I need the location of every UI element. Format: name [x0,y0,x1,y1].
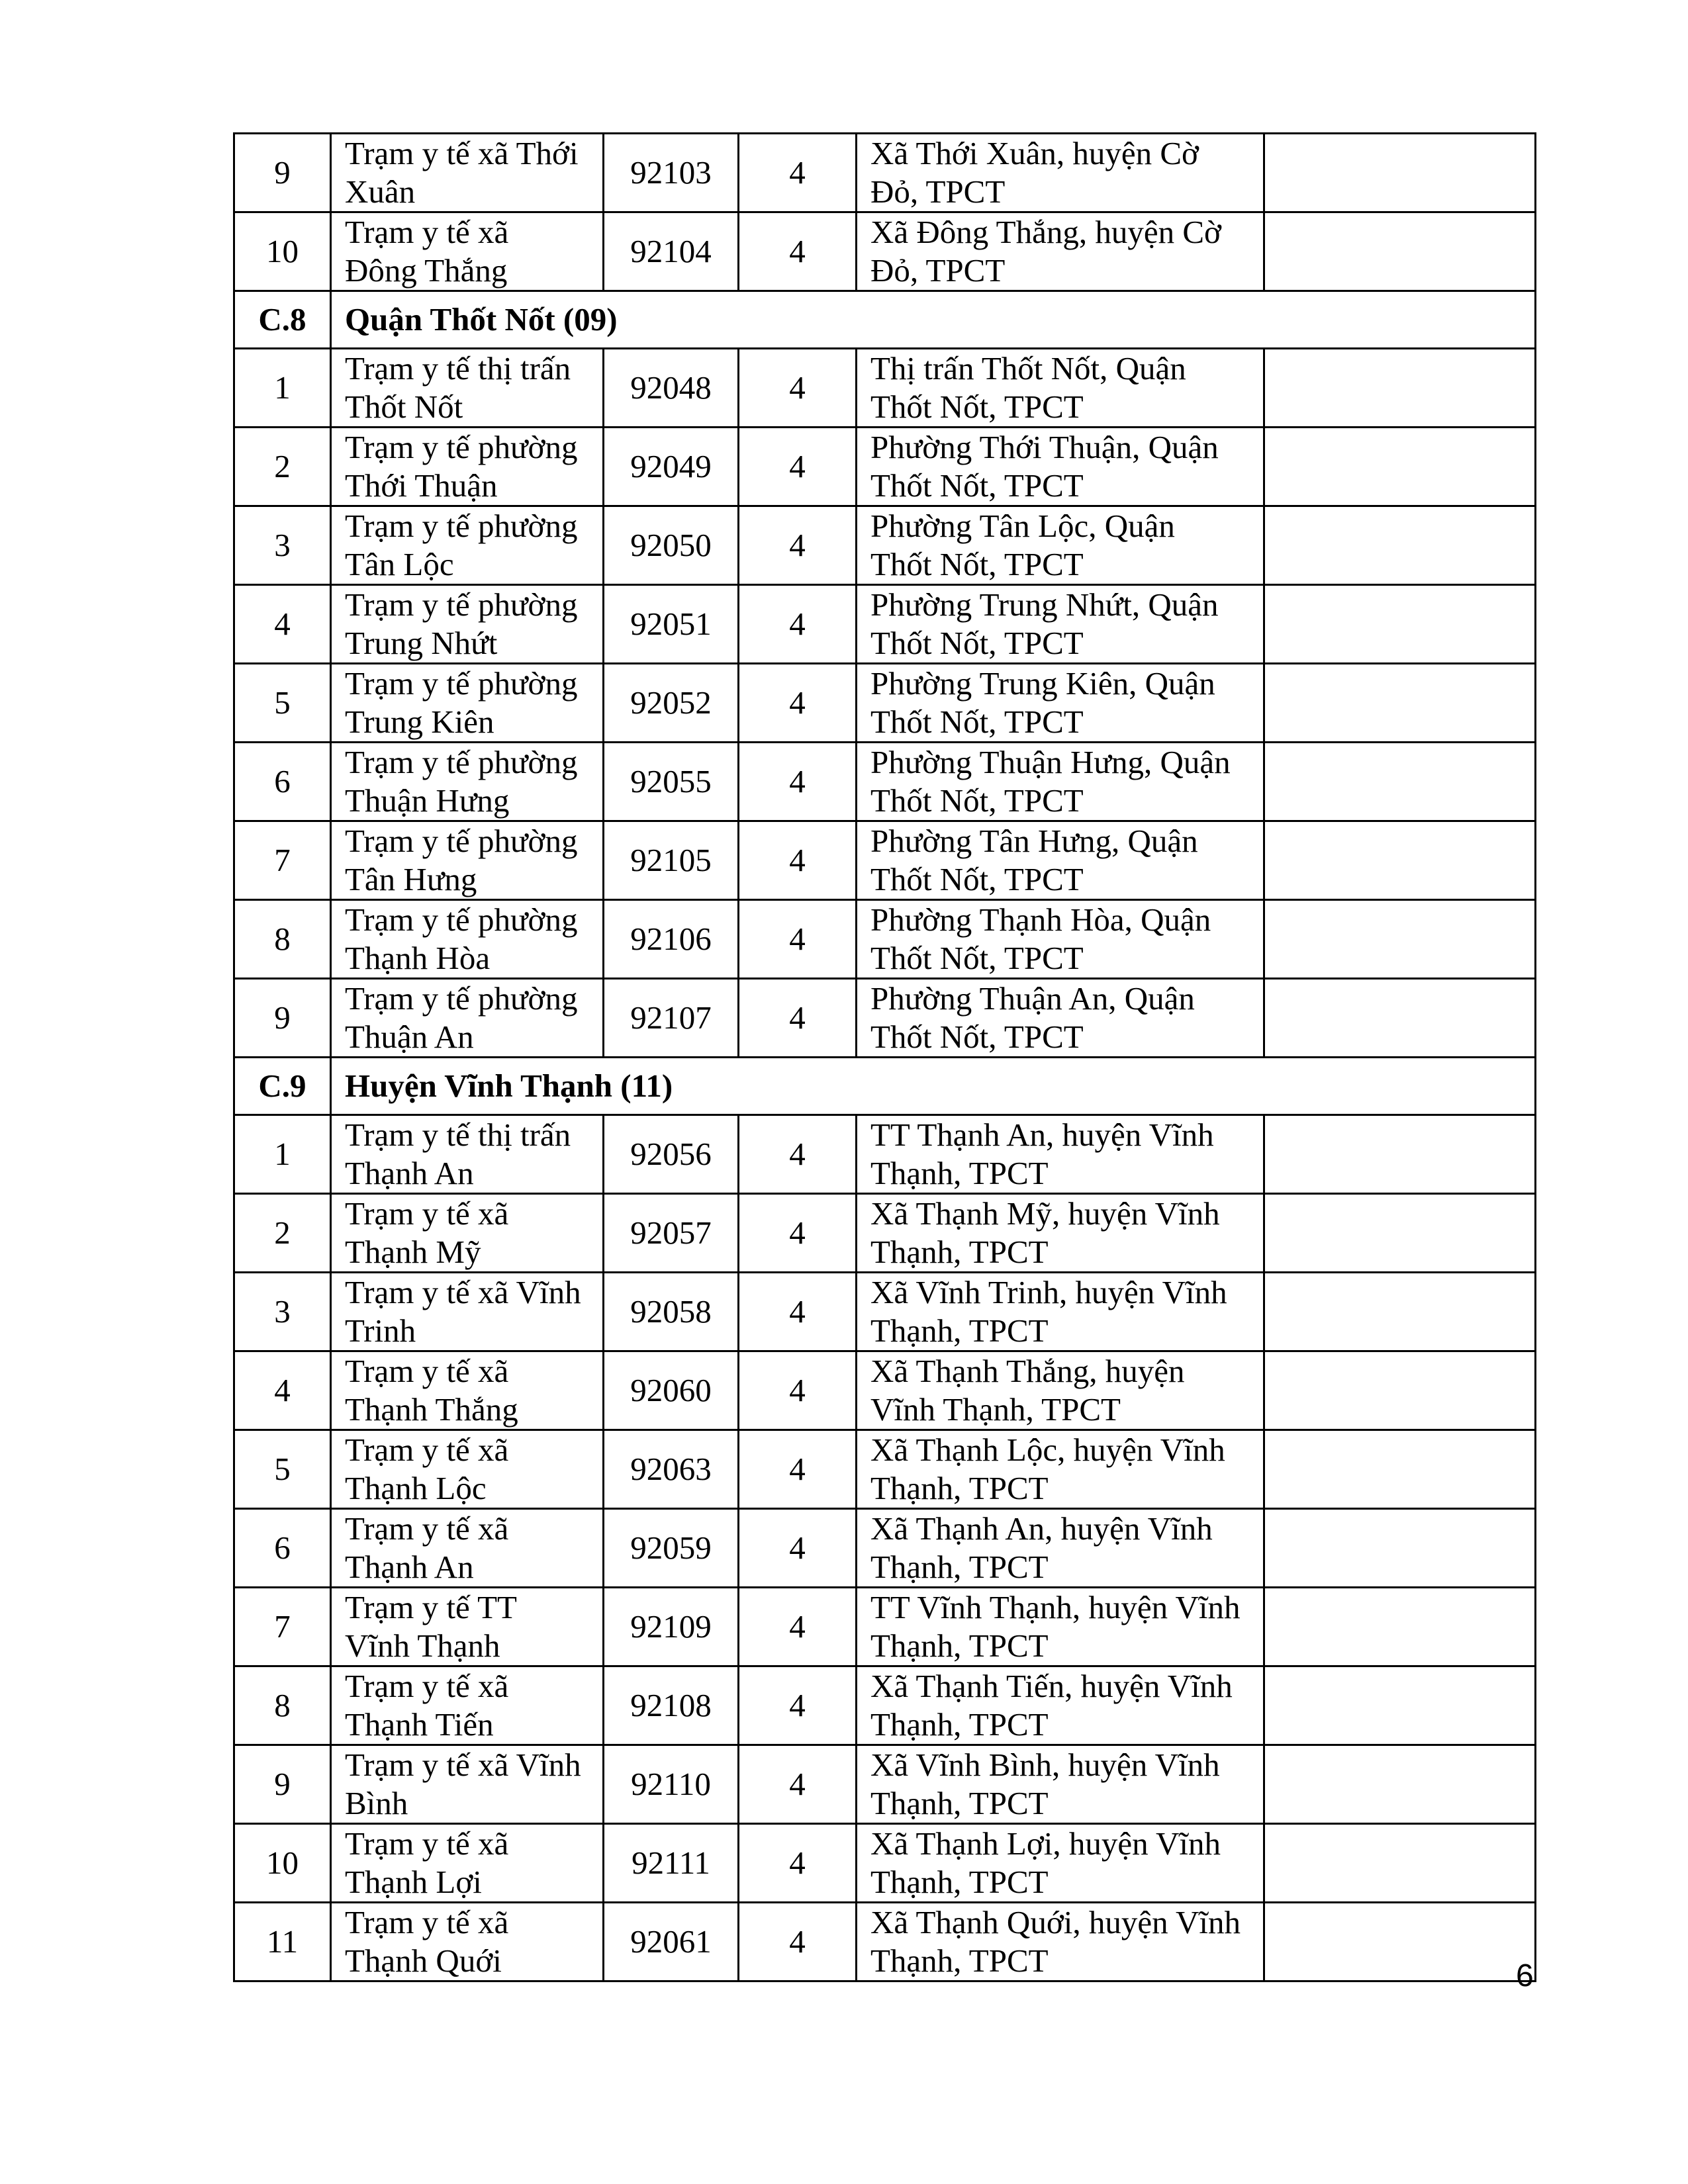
facility-address-line: TT Thạnh An, huyện Vĩnh [870,1116,1214,1153]
facility-note [1264,1903,1536,1981]
facility-address [857,821,1264,900]
facility-name-line: Trạm y tế xã [345,1904,509,1940]
facility-note [1264,979,1536,1058]
row-number: 5 [234,1430,331,1509]
facility-address-line: Thốt Nốt, TPCT [870,1019,1084,1055]
facility-name-line: Trạm y tế xã [345,1432,509,1468]
row-number: 11 [234,1903,331,1981]
page-number: 6 [1516,1958,1534,1993]
row-number: 1 [234,349,331,428]
facility-code: 92061 [604,1903,739,1981]
facility-code: 92063 [604,1430,739,1509]
facility-code: 92106 [604,900,739,979]
facility-note [1264,1588,1536,1666]
facility-address-line: Thạnh, TPCT [870,1312,1049,1349]
facility-name-line: Trạm y tế phường [345,508,578,544]
facility-name-line: Thuận Hưng [345,782,510,819]
facility-note [1264,664,1536,743]
facility-note [1264,1666,1536,1745]
facility-note [1264,1115,1536,1194]
row-number: 2 [234,428,331,506]
facility-name [331,506,604,585]
facility-address [857,212,1264,291]
facility-address-line: Xã Vĩnh Bình, huyện Vĩnh [870,1747,1220,1783]
facility-name-line: Trạm y tế phường [345,665,578,702]
facility-address [857,1194,1264,1273]
facility-level: 4 [739,1273,857,1351]
section-id: C.8 [234,291,331,349]
table-row [234,979,1536,1058]
facility-name [331,1666,604,1745]
facility-name [331,1115,604,1194]
facility-name [331,1824,604,1903]
facility-name-line: Thạnh Thắng [345,1391,518,1428]
facility-level: 4 [739,1745,857,1824]
row-number: 9 [234,134,331,212]
facility-address-line: Xã Thạnh Tiến, huyện Vĩnh [870,1668,1233,1704]
facility-address [857,1509,1264,1588]
facility-level: 4 [739,212,857,291]
facility-address-line: Thạnh, TPCT [870,1627,1049,1664]
facility-name-line: Trạm y tế xã [345,1195,509,1232]
table-body [234,134,1536,1981]
row-number: 10 [234,1824,331,1903]
facility-name [331,134,604,212]
facility-address-line: Thốt Nốt, TPCT [870,782,1084,819]
table-row [234,1745,1536,1824]
facility-level: 4 [739,506,857,585]
facility-name [331,1430,604,1509]
table-row [234,1430,1536,1509]
facility-address [857,506,1264,585]
facility-address-line: Đỏ, TPCT [870,173,1006,210]
facility-level: 4 [739,585,857,664]
facility-name-line: Trạm y tế thị trấn [345,350,571,387]
facility-address [857,979,1264,1058]
facility-address-line: Phường Thuận An, Quận [870,980,1195,1017]
section-row [234,1058,1536,1115]
section-id: C.9 [234,1058,331,1115]
row-number: 1 [234,1115,331,1194]
facility-address [857,1351,1264,1430]
facility-note [1264,1194,1536,1273]
facility-address [857,900,1264,979]
facility-name-line: Vĩnh Thạnh [345,1627,500,1664]
facility-note [1264,1745,1536,1824]
facility-name-line: Trạm y tế xã [345,214,509,250]
facility-note [1264,1430,1536,1509]
facility-address-line: Vĩnh Thạnh, TPCT [870,1391,1121,1428]
table-row [234,664,1536,743]
facility-name [331,1588,604,1666]
facility-address-line: Phường Trung Nhứt, Quận [870,586,1219,623]
facility-address-line: Thạnh, TPCT [870,1864,1049,1900]
facility-level: 4 [739,1666,857,1745]
facility-address [857,134,1264,212]
table-row [234,428,1536,506]
facility-address [857,1745,1264,1824]
facility-name-line: Trung Kiên [345,704,494,740]
facility-note [1264,212,1536,291]
row-number: 8 [234,1666,331,1745]
table-row [234,1115,1536,1194]
facility-address-line: Thạnh, TPCT [870,1549,1049,1585]
table-row [234,900,1536,979]
facility-code: 92057 [604,1194,739,1273]
facility-address-line: Thạnh, TPCT [870,1234,1049,1270]
facility-name [331,743,604,821]
facility-name-line: Thới Thuận [345,467,498,504]
facility-address-line: Xã Thới Xuân, huyện Cờ [870,135,1199,171]
facility-address-line: Thốt Nốt, TPCT [870,861,1084,897]
facility-level: 4 [739,664,857,743]
facility-address [857,743,1264,821]
table-row [234,1194,1536,1273]
facility-address-line: Xã Vĩnh Trinh, huyện Vĩnh [870,1274,1227,1310]
facility-name-line: Đông Thắng [345,252,508,289]
row-number: 8 [234,900,331,979]
facility-code: 92109 [604,1588,739,1666]
facility-address-line: Thạnh, TPCT [870,1942,1049,1979]
facility-address [857,428,1264,506]
facility-address-line: Thốt Nốt, TPCT [870,704,1084,740]
facility-code: 92111 [604,1824,739,1903]
facility-address-line: Xã Thạnh An, huyện Vĩnh [870,1510,1213,1547]
facility-note [1264,585,1536,664]
facility-address-line: TT Vĩnh Thạnh, huyện Vĩnh [870,1589,1241,1625]
facility-address [857,349,1264,428]
facility-name [331,1351,604,1430]
table-row [234,212,1536,291]
facility-code: 92052 [604,664,739,743]
facility-name-line: Tân Hưng [345,861,477,897]
row-number: 6 [234,1509,331,1588]
facility-name-line: Tân Lộc [345,546,454,582]
row-number: 2 [234,1194,331,1273]
table-row [234,1824,1536,1903]
facility-address-line: Đỏ, TPCT [870,252,1006,289]
facility-level: 4 [739,979,857,1058]
section-title: Huyện Vĩnh Thạnh (11) [331,1058,1536,1115]
facility-address-line: Xã Thạnh Mỹ, huyện Vĩnh [870,1195,1220,1232]
facility-level: 4 [739,1903,857,1981]
row-number: 7 [234,1588,331,1666]
facility-table [233,132,1536,1982]
facility-level: 4 [739,349,857,428]
facility-code: 92105 [604,821,739,900]
facility-code: 92059 [604,1509,739,1588]
facility-name-line: Trạm y tế phường [345,744,578,780]
facility-name-line: Thạnh Lộc [345,1470,487,1506]
facility-level: 4 [739,1588,857,1666]
facility-code: 92048 [604,349,739,428]
row-number: 3 [234,506,331,585]
facility-name [331,979,604,1058]
facility-name-line: Trạm y tế xã [345,1668,509,1704]
facility-name [331,664,604,743]
table-row [234,1588,1536,1666]
facility-name-line: Trạm y tế phường [345,980,578,1017]
facility-name-line: Bình [345,1785,408,1821]
facility-note [1264,821,1536,900]
facility-name-line: Thạnh Quới [345,1942,502,1979]
facility-code: 92104 [604,212,739,291]
facility-address-line: Xã Thạnh Lộc, huyện Vĩnh [870,1432,1225,1468]
facility-note [1264,900,1536,979]
facility-name-line: Thạnh Mỹ [345,1234,481,1270]
row-number: 10 [234,212,331,291]
facility-address-line: Xã Thạnh Lợi, huyện Vĩnh [870,1825,1221,1862]
facility-address-line: Thị trấn Thốt Nốt, Quận [870,350,1186,387]
row-number: 9 [234,979,331,1058]
facility-name [331,1273,604,1351]
facility-name-line: Thốt Nốt [345,388,463,425]
facility-address-line: Phường Thuận Hưng, Quận [870,744,1231,780]
facility-level: 4 [739,900,857,979]
facility-level: 4 [739,134,857,212]
facility-name-line: Trạm y tế phường [345,429,578,465]
row-number: 3 [234,1273,331,1351]
facility-name [331,212,604,291]
facility-name-line: Trạm y tế xã Thới [345,135,579,171]
facility-level: 4 [739,1509,857,1588]
table-row [234,1351,1536,1430]
facility-note [1264,1351,1536,1430]
facility-note [1264,743,1536,821]
facility-address-line: Phường Tân Lộc, Quận [870,508,1175,544]
table-row [234,134,1536,212]
facility-name [331,428,604,506]
section-title: Quận Thốt Nốt (09) [331,291,1536,349]
facility-name-line: Thạnh An [345,1155,474,1191]
facility-name-line: Trạm y tế TT [345,1589,517,1625]
section-row [234,291,1536,349]
facility-note [1264,134,1536,212]
row-number: 4 [234,585,331,664]
table-row [234,585,1536,664]
facility-code: 92110 [604,1745,739,1824]
facility-name-line: Trạm y tế thị trấn [345,1116,571,1153]
row-number: 4 [234,1351,331,1430]
facility-name-line: Thạnh Hòa [345,940,491,976]
table-row [234,506,1536,585]
facility-address-line: Thạnh, TPCT [870,1706,1049,1743]
facility-name-line: Trạm y tế xã [345,1353,509,1389]
facility-level: 4 [739,1115,857,1194]
facility-name [331,1194,604,1273]
table-row [234,1273,1536,1351]
table-row [234,349,1536,428]
facility-note [1264,1509,1536,1588]
facility-address-line: Thạnh, TPCT [870,1155,1049,1191]
facility-code: 92058 [604,1273,739,1351]
facility-address [857,1824,1264,1903]
facility-name-line: Trạm y tế xã [345,1825,509,1862]
table-row [234,743,1536,821]
facility-level: 4 [739,428,857,506]
facility-address [857,1430,1264,1509]
facility-name-line: Trạm y tế phường [345,823,578,859]
facility-address-line: Thạnh, TPCT [870,1785,1049,1821]
facility-note [1264,349,1536,428]
facility-name-line: Trinh [345,1312,416,1349]
table-row [234,821,1536,900]
facility-name-line: Xuân [345,173,416,210]
facility-name-line: Trạm y tế xã [345,1510,509,1547]
facility-address [857,664,1264,743]
facility-note [1264,506,1536,585]
facility-name-line: Thạnh Lợi [345,1864,482,1900]
facility-name [331,585,604,664]
row-number: 9 [234,1745,331,1824]
row-number: 7 [234,821,331,900]
facility-name-line: Thạnh Tiến [345,1706,494,1743]
facility-level: 4 [739,1430,857,1509]
facility-name-line: Thuận An [345,1019,474,1055]
facility-address-line: Xã Đông Thắng, huyện Cờ [870,214,1221,250]
facility-address-line: Phường Thới Thuận, Quận [870,429,1219,465]
facility-name [331,1903,604,1981]
facility-address-line: Thốt Nốt, TPCT [870,388,1084,425]
facility-address [857,1115,1264,1194]
facility-address-line: Phường Tân Hưng, Quận [870,823,1198,859]
table-row [234,1903,1536,1981]
facility-address-line: Phường Trung Kiên, Quận [870,665,1215,702]
facility-note [1264,1273,1536,1351]
facility-address [857,1666,1264,1745]
facility-code: 92056 [604,1115,739,1194]
facility-name-line: Trạm y tế xã Vĩnh [345,1274,581,1310]
facility-name-line: Thạnh An [345,1549,474,1585]
facility-code: 92049 [604,428,739,506]
facility-note [1264,428,1536,506]
facility-address [857,585,1264,664]
facility-code: 92103 [604,134,739,212]
facility-level: 4 [739,743,857,821]
facility-code: 92051 [604,585,739,664]
facility-code: 92108 [604,1666,739,1745]
facility-address-line: Thạnh, TPCT [870,1470,1049,1506]
facility-name-line: Trạm y tế xã Vĩnh [345,1747,581,1783]
facility-address-line: Thốt Nốt, TPCT [870,467,1084,504]
facility-address [857,1273,1264,1351]
table-row [234,1666,1536,1745]
facility-code: 92050 [604,506,739,585]
facility-code: 92107 [604,979,739,1058]
facility-address-line: Phường Thạnh Hòa, Quận [870,901,1211,938]
facility-address-line: Thốt Nốt, TPCT [870,625,1084,661]
facility-address [857,1588,1264,1666]
facility-address-line: Thốt Nốt, TPCT [870,940,1084,976]
facility-address-line: Thốt Nốt, TPCT [870,546,1084,582]
facility-name-line: Trung Nhứt [345,625,498,661]
facility-level: 4 [739,1351,857,1430]
facility-address-line: Xã Thạnh Thắng, huyện [870,1353,1185,1389]
row-number: 6 [234,743,331,821]
facility-name [331,349,604,428]
facility-name [331,1509,604,1588]
facility-note [1264,1824,1536,1903]
facility-code: 92060 [604,1351,739,1430]
row-number: 5 [234,664,331,743]
facility-address [857,1903,1264,1981]
facility-address-line: Xã Thạnh Quới, huyện Vĩnh [870,1904,1241,1940]
facility-level: 4 [739,821,857,900]
facility-name [331,900,604,979]
facility-name-line: Trạm y tế phường [345,586,578,623]
facility-name [331,821,604,900]
table-row [234,1509,1536,1588]
facility-code: 92055 [604,743,739,821]
facility-level: 4 [739,1824,857,1903]
facility-level: 4 [739,1194,857,1273]
facility-name-line: Trạm y tế phường [345,901,578,938]
facility-name [331,1745,604,1824]
